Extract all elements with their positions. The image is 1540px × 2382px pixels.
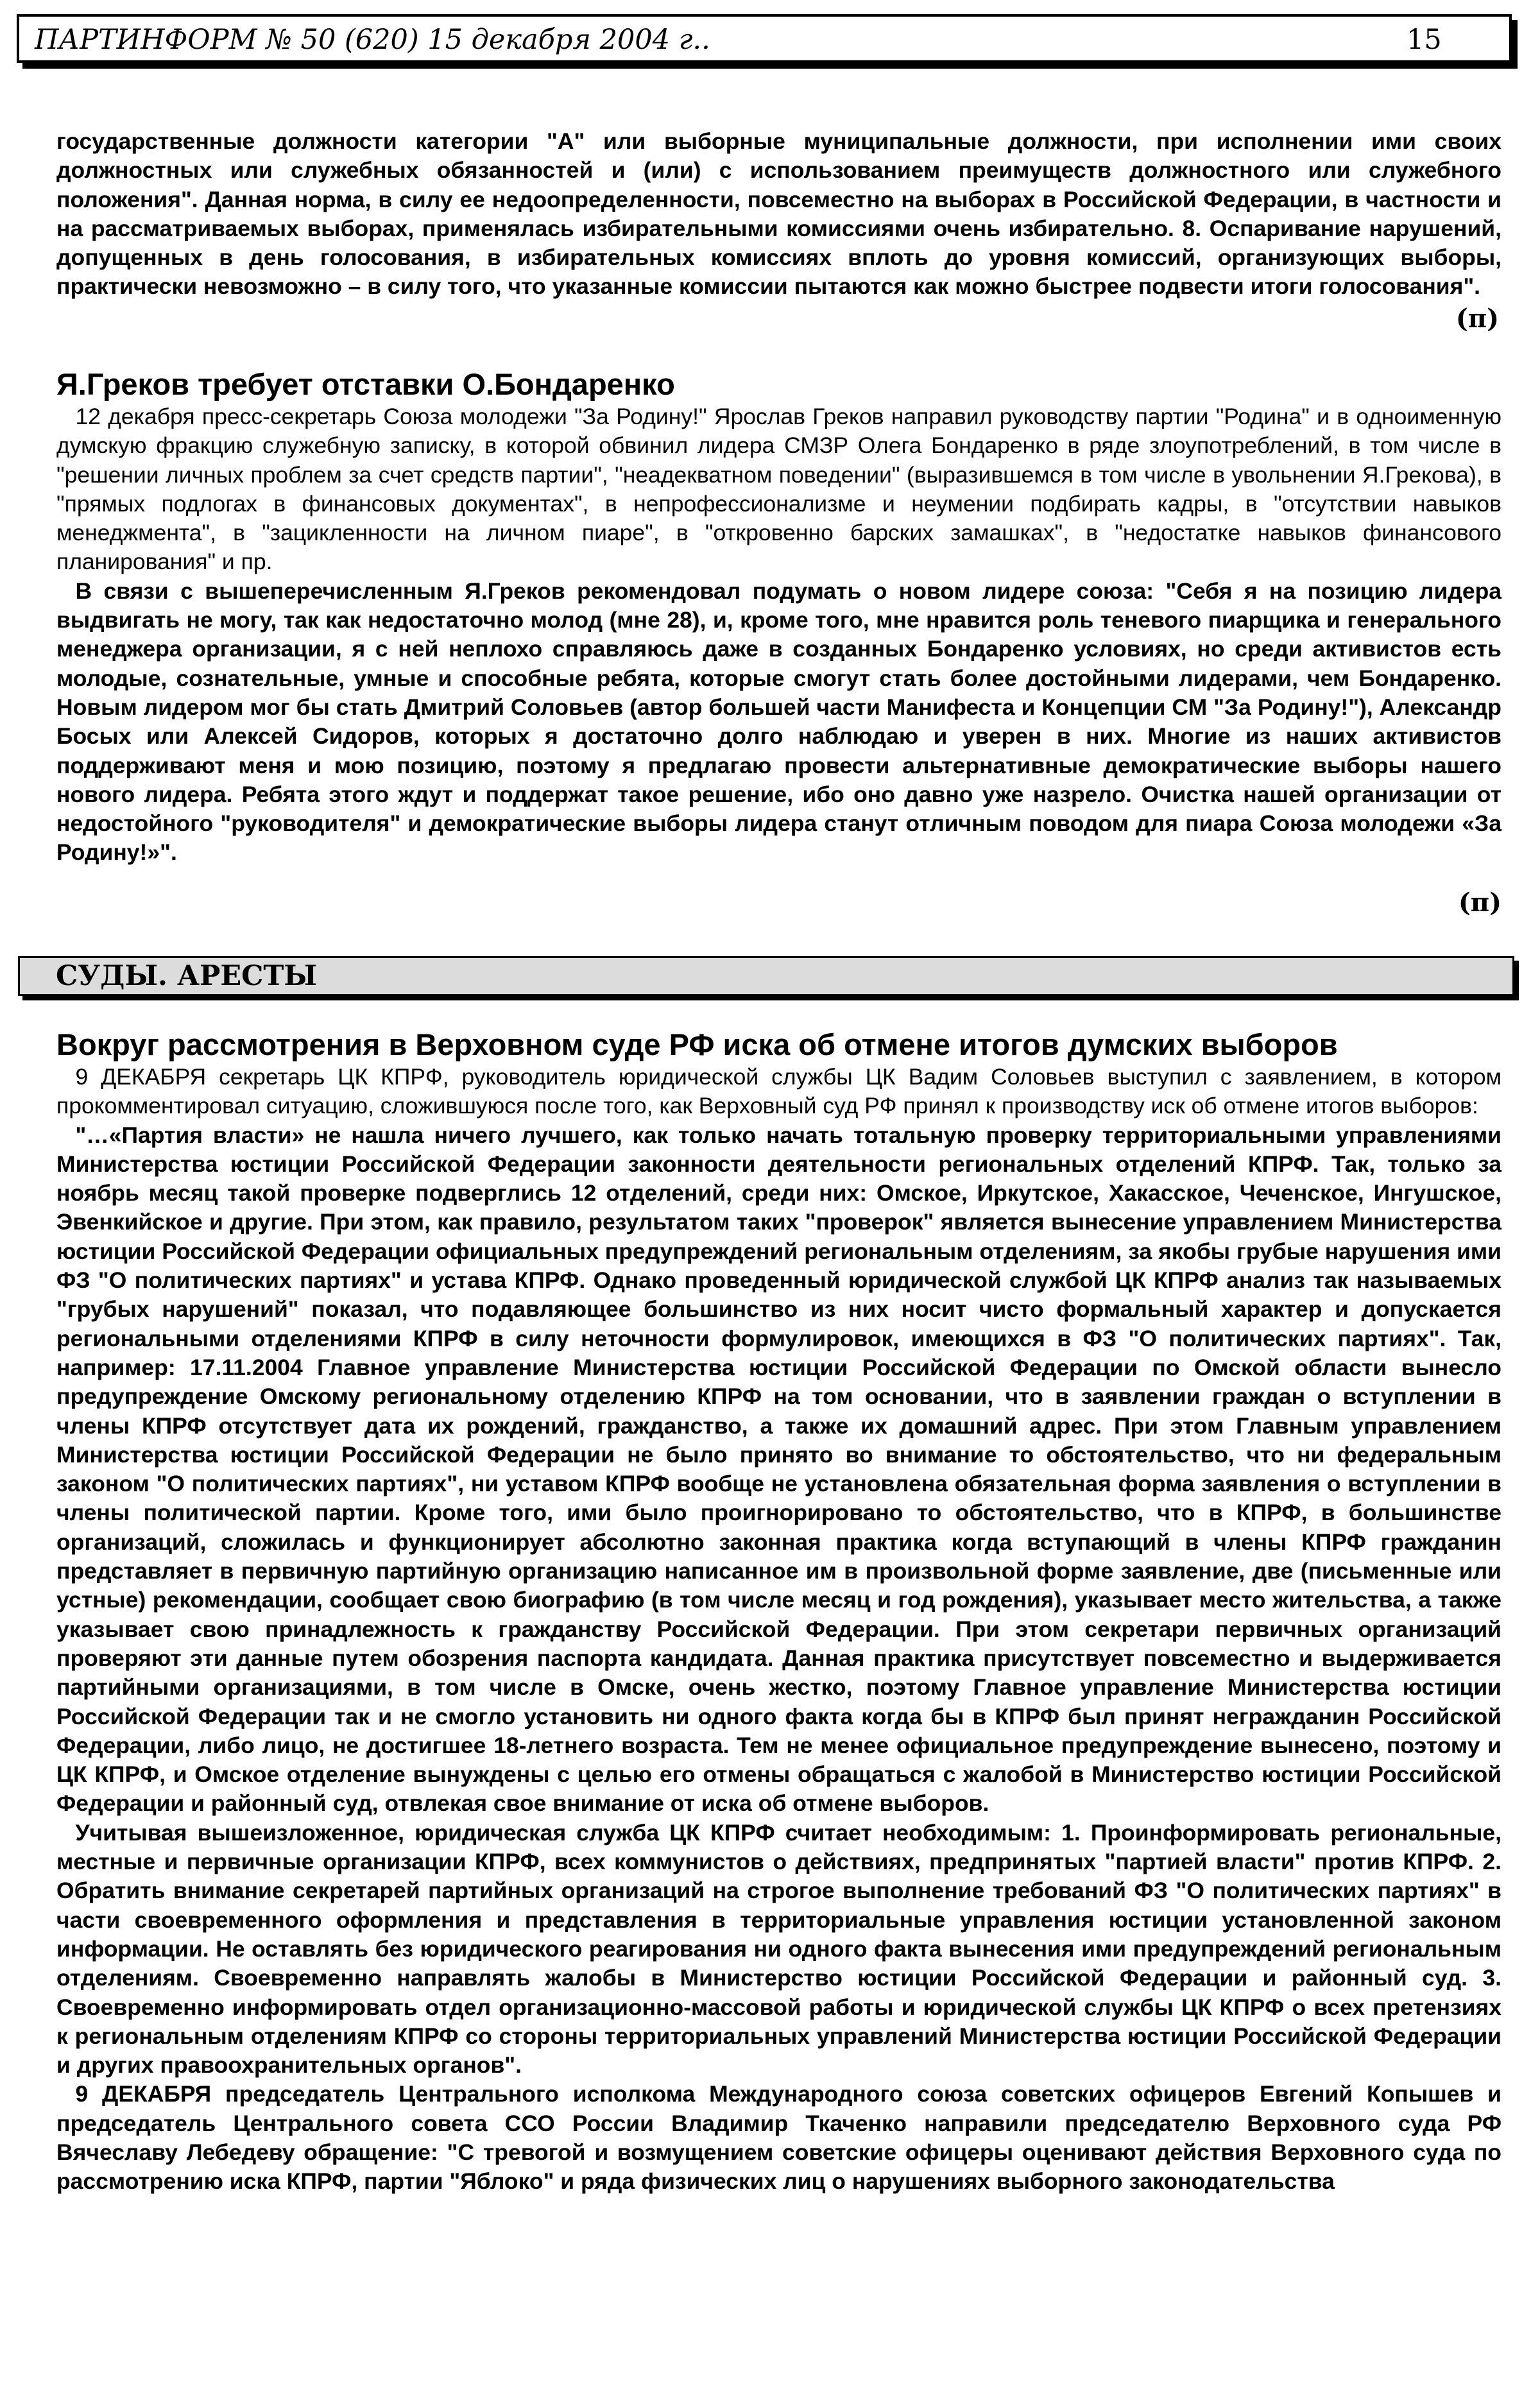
author-signature: (π) [1455,303,1499,334]
article-title: Я.Греков требует отставки О.Бондаренко [56,367,675,401]
article-title: Вокруг рассмотрения в Верховном суде РФ иска об отмене итогов думских выборов [56,1027,1338,1061]
page-header [17,14,1512,63]
article-paragraph: 9 ДЕКАБРЯ секретарь ЦК КПРФ, руководитель юридической службы ЦК Вадим Соловьев выступил с заявлением, в котором прокомментировал ситуацию, сложившуюся после того, как Верховный суд РФ принял к производству иск об отмене итогов выборов: [56,1064,1502,1119]
page-number: 15 [1407,24,1442,56]
article-paragraph: 9 ДЕКАБРЯ председатель Центрального исполкома Международного союза советских офицеров Евгений Копышев и председатель Центрального совета ССО России Владимир Ткаченко направили председателю Верховного суда РФ Вячеславу Лебедеву обращение: "С тревогой и возмущением советские офицеры оценивают действия Верховного суда по рассмотрению иска КПРФ, партии "Яблоко" и ряда физических лиц о нарушениях выборного законодательства [56,2081,1502,2195]
section-header [18,956,1514,996]
author-signature: (π) [1458,887,1502,918]
continued-paragraph: государственные должности категории "А" или выборные муниципальные должности, при исполнении ими своих должностных или служебных обязанностей и (или) с использованием преимуществ должностного или служебного положения". Данная норма, в силу ее недоопределенности, повсеместно на выборах в Российской Федерации, в частности и на рассматриваемых выборах, применялась избирательными комиссиями очень избирательно. 8. Оспаривание нарушений, допущенных в день голосования, в избирательных комиссиях вплоть до уровня комиссий, организующих выборы, практически невозможно – в силу того, что указанные комиссии пытаются как можно быстрее подвести итоги голосования". [56,128,1502,300]
section-title: СУДЫ. АРЕСТЫ [56,960,317,992]
article-paragraph: 12 декабря пресс-секретарь Союза молодежи "За Родину!" Ярослав Греков направил руководству партии "Родина" и в одноименную думскую фракцию служебную записку, в которой обвинил лидера СМЗР Олега Бондаренко в ряде злоупотреблений, в том числе в "решении личных проблем за счет средств партии", "неадекватном поведении" (выразившемся в том числе в увольнении Я.Грекова), в "прямых подлогах в финансовых документах", в непрофессионализме и неумении подбирать кадры, в "отсутствии навыков менеджмента", в "зацикленности на личном пиаре", в "откровенно барских замашках", в "недостатке навыков финансового планирования" и пр. [56,404,1502,575]
article-paragraph: В связи с вышеперечисленным Я.Греков рекомендовал подумать о новом лидере союза: "Себя я на позицию лидера выдвигать не могу, так как недостаточно молод (мне 28), и, кроме того, мне нравится роль теневого пиарщика и генерального менеджера организации, я с ней неплохо справляюсь даже в созданных Бондаренко условиях, но среди активистов есть молодые, сознательные, умные и способные ребята, которые смогут стать более достойными лидерами, чем Бондаренко. Новым лидером мог бы стать Дмитрий Соловьев (автор большей части Манифеста и Концепции СМ "За Родину!"), Александр Босых или Алексей Сидоров, которых я достаточно долго наблюдаю и уверен в них. Многие из наших активистов поддерживают меня и мою позицию, поэтому я предлагаю провести альтернативные демократические выборы нашего нового лидера. Ребята этого ждут и поддержат такое решение, ибо оно давно уже назрело. Очистка нашей организации от недостойного "руководителя" и демократические выборы лидера станут отличным поводом для пиара Союза молодежи «За Родину!»". [56,578,1502,866]
article-supreme-court [56,1027,1502,2197]
issue-line: ПАРТИНФОРМ № 50 (620) 15 декабря 2004 г.. [35,24,710,56]
article-grekov [56,366,1502,868]
continued-article [56,127,1502,335]
article-paragraph: Учитывая вышеизложенное, юридическая служба ЦК КПРФ считает необходимым: 1. Проинформировать региональные, местные и первичные организации КПРФ, всех коммунистов о действиях, предпринятых "партией власти" против КПРФ. 2. Обратить внимание секретарей партийных организаций на строгое выполнение требований ФЗ "О политических партиях" в части своевременного оформления и представления в территориальные управления юстиции установленной законом информации. Не оставлять без юридического реагирования ни одного факта вынесения ими предупреждений региональным отделениям. Своевременно направлять жалобы в Министерство юстиции Российской Федерации и районный суд. 3. Своевременно информировать отдел организационно-массовой работы и юридической службы ЦК КПРФ о всех претензиях к региональным отделениям КПРФ со стороны территориальных управлений Министерства юстиции Российской Федерации и других правоохранительных органов". [56,1819,1502,2078]
article-paragraph: "…«Партия власти» не нашла ничего лучшего, как только начать тотальную проверку территориальными управлениями Министерства юстиции Российской Федерации законности деятельности региональных отделений КПРФ. Так, только за ноябрь месяц такой проверке подверглись 12 отделений, среди них: Омское, Иркутское, Хакасское, Чеченское, Ингушское, Эвенкийское и другие. При этом, как правило, результатом таких "проверок" является вынесение управлением Министерства юстиции Российской Федерации официальных предупреждений региональным отделениям, за якобы грубые нарушения ими ФЗ "О политических партиях" и устава КПРФ. Однако проведенный юридической службой ЦК КПРФ анализ так называемых "грубых нарушений" показал, что подавляющее большинство из них носит чисто формальный характер и допускается региональными отделениями КПРФ в силу неточности формулировок, имеющихся в ФЗ "О политических партиях". Так, например: 17.11.2004 Главное управление Министерства юстиции Российской Федерации по Омской области вынесло предупреждение Омскому региональному отделению КПРФ на том основании, что в заявлении граждан о вступлении в члены КПРФ отсутствует дата их рождений, гражданство, а также их домашний адрес. При этом Главным управлением Министерства юстиции Российской Федерации не было принято во внимание то обстоятельство, что ни федеральным законом "О политических партиях", ни уставом КПРФ вообще не установлена обязательная форма заявления о вступлении в члены политической партии. Кроме того, ими было проигнорировано то обстоятельство, что в КПРФ, в большинстве организаций, сложилась и функционирует абсолютно законная практика когда вступающий в члены КПРФ гражданин представляет в первичную партийную организацию написанное им в произвольной форме заявление, две (письменные или устные) рекомендации, сообщает свою биографию (в том числе месяц и год рождения), указывает место жительства, а также указывает свою принадлежность к гражданству Российской Федерации. При этом секретари первичных организаций проверяют эти данные путем обозрения паспорта кандидата. Данная практика присутствует повсеместно и выдерживается партийными организациями, в том числе в Омске, очень жестко, поэтому Главное управление Министерства юстиции Российской Федерации так и не смогло установить ни одного факта когда бы в КПРФ был принят негражданин Российской Федерации, либо лицо, не достигшее 18-летнего возраста. Тем не менее официальное предупреждение вынесено, поэтому и ЦК КПРФ, и Омское отделение вынуждены с целью его отмены обращаться с жалобой в Министерство юстиции Российской Федерации и районный суд, отвлекая свое внимание от иска об отмене выборов. [56,1122,1502,1817]
